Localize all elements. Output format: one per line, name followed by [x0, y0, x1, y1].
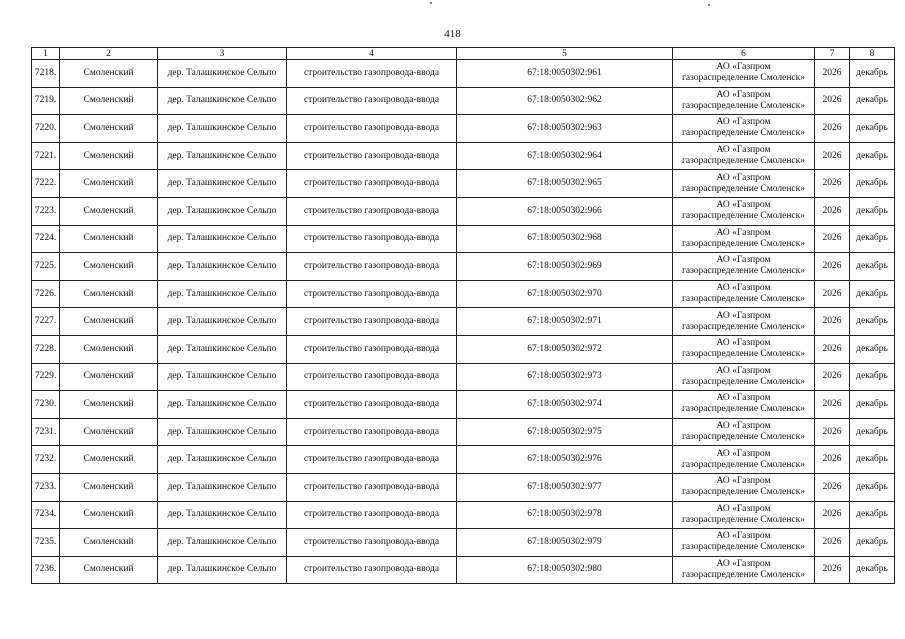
- row-number: 7234.: [32, 501, 60, 529]
- register-table: [31, 47, 895, 584]
- header-cell-3: 3: [158, 48, 287, 60]
- year-cell: 2026: [815, 253, 850, 281]
- month-cell: декабрь: [850, 363, 895, 391]
- row-number: 7223.: [32, 197, 60, 225]
- row-number: 7236.: [32, 556, 60, 584]
- month-cell: декабрь: [850, 197, 895, 225]
- owner-line-2: газораспределение Смоленск»: [681, 321, 806, 332]
- owner-cell: [673, 391, 815, 419]
- header-cell-2: 2: [60, 48, 158, 60]
- owner-line-1: АО «Газпром: [716, 531, 771, 542]
- scan-speck: [430, 2, 432, 4]
- header-cell-8: 8: [850, 48, 895, 60]
- row-number: 7228.: [32, 335, 60, 363]
- year-cell: 2026: [815, 556, 850, 584]
- row-number: 7227.: [32, 308, 60, 336]
- cadastral-number-cell: 67:18:0050302:972: [457, 335, 673, 363]
- district-cell: Смоленский: [60, 60, 158, 88]
- header-row: [32, 48, 895, 60]
- owner-cell: [673, 225, 815, 253]
- year-cell: 2026: [815, 308, 850, 336]
- row-number: 7235.: [32, 529, 60, 557]
- year-cell: 2026: [815, 142, 850, 170]
- month-cell: декабрь: [850, 501, 895, 529]
- purpose-cell: строительство газопровода-ввода: [287, 225, 457, 253]
- owner-cell: [673, 280, 815, 308]
- table-row: [32, 170, 895, 198]
- year-cell: 2026: [815, 335, 850, 363]
- table-body: [32, 60, 895, 584]
- year-cell: 2026: [815, 170, 850, 198]
- month-cell: декабрь: [850, 529, 895, 557]
- purpose-cell: строительство газопровода-ввода: [287, 556, 457, 584]
- owner-line-2: газораспределение Смоленск»: [681, 238, 806, 249]
- owner-cell: [673, 418, 815, 446]
- row-number: 7222.: [32, 170, 60, 198]
- year-cell: 2026: [815, 391, 850, 419]
- settlement-cell: дер. Талашкинское Сельпо: [158, 501, 287, 529]
- owner-cell: [673, 115, 815, 143]
- cadastral-number-cell: 67:18:0050302:978: [457, 501, 673, 529]
- year-cell: 2026: [815, 473, 850, 501]
- cadastral-number-cell: 67:18:0050302:980: [457, 556, 673, 584]
- owner-cell: [673, 142, 815, 170]
- purpose-cell: строительство газопровода-ввода: [287, 501, 457, 529]
- district-cell: Смоленский: [60, 253, 158, 281]
- month-cell: декабрь: [850, 418, 895, 446]
- year-cell: 2026: [815, 363, 850, 391]
- page-number: 418: [444, 28, 461, 40]
- owner-line-2: газораспределение Смоленск»: [681, 514, 806, 525]
- table-row: [32, 473, 895, 501]
- owner-line-1: АО «Газпром: [716, 310, 771, 321]
- owner-cell: [673, 501, 815, 529]
- table-row: [32, 115, 895, 143]
- owner-cell: [673, 308, 815, 336]
- owner-cell: [673, 363, 815, 391]
- owner-line-2: газораспределение Смоленск»: [681, 100, 806, 111]
- table-row: [32, 335, 895, 363]
- district-cell: Смоленский: [60, 170, 158, 198]
- purpose-cell: строительство газопровода-ввода: [287, 142, 457, 170]
- row-number: 7221.: [32, 142, 60, 170]
- table-row: [32, 197, 895, 225]
- settlement-cell: дер. Талашкинское Сельпо: [158, 87, 287, 115]
- district-cell: Смоленский: [60, 115, 158, 143]
- purpose-cell: строительство газопровода-ввода: [287, 335, 457, 363]
- owner-line-2: газораспределение Смоленск»: [681, 432, 806, 443]
- cadastral-number-cell: 67:18:0050302:979: [457, 529, 673, 557]
- owner-line-2: газораспределение Смоленск»: [681, 183, 806, 194]
- district-cell: Смоленский: [60, 363, 158, 391]
- row-number: 7231.: [32, 418, 60, 446]
- cadastral-number-cell: 67:18:0050302:964: [457, 142, 673, 170]
- table-row: [32, 529, 895, 557]
- owner-line-1: АО «Газпром: [716, 227, 771, 238]
- owner-cell: [673, 170, 815, 198]
- settlement-cell: дер. Талашкинское Сельпо: [158, 473, 287, 501]
- cadastral-number-cell: 67:18:0050302:961: [457, 60, 673, 88]
- year-cell: 2026: [815, 197, 850, 225]
- district-cell: Смоленский: [60, 391, 158, 419]
- header-cell-6: 6: [673, 48, 815, 60]
- cadastral-number-cell: 67:18:0050302:973: [457, 363, 673, 391]
- settlement-cell: дер. Талашкинское Сельпо: [158, 308, 287, 336]
- cadastral-number-cell: 67:18:0050302:969: [457, 253, 673, 281]
- owner-line-1: АО «Газпром: [716, 448, 771, 459]
- owner-line-2: газораспределение Смоленск»: [681, 128, 806, 139]
- purpose-cell: строительство газопровода-ввода: [287, 87, 457, 115]
- header-cell-7: 7: [815, 48, 850, 60]
- year-cell: 2026: [815, 446, 850, 474]
- owner-line-1: АО «Газпром: [716, 172, 771, 183]
- purpose-cell: строительство газопровода-ввода: [287, 280, 457, 308]
- owner-line-2: газораспределение Смоленск»: [681, 211, 806, 222]
- table-row: [32, 142, 895, 170]
- owner-line-2: газораспределение Смоленск»: [681, 73, 806, 84]
- owner-line-2: газораспределение Смоленск»: [681, 376, 806, 387]
- district-cell: Смоленский: [60, 418, 158, 446]
- row-number: 7224.: [32, 225, 60, 253]
- year-cell: 2026: [815, 501, 850, 529]
- owner-line-2: газораспределение Смоленск»: [681, 404, 806, 415]
- table-row: [32, 446, 895, 474]
- table-row: [32, 225, 895, 253]
- month-cell: декабрь: [850, 115, 895, 143]
- owner-line-2: газораспределение Смоленск»: [681, 349, 806, 360]
- table-row: [32, 501, 895, 529]
- settlement-cell: дер. Талашкинское Сельпо: [158, 253, 287, 281]
- settlement-cell: дер. Талашкинское Сельпо: [158, 197, 287, 225]
- settlement-cell: дер. Талашкинское Сельпо: [158, 225, 287, 253]
- settlement-cell: дер. Талашкинское Сельпо: [158, 60, 287, 88]
- owner-line-2: газораспределение Смоленск»: [681, 156, 806, 167]
- table-row: [32, 280, 895, 308]
- owner-line-2: газораспределение Смоленск»: [681, 542, 806, 553]
- settlement-cell: дер. Талашкинское Сельпо: [158, 556, 287, 584]
- row-number: 7218.: [32, 60, 60, 88]
- table-row: [32, 253, 895, 281]
- purpose-cell: строительство газопровода-ввода: [287, 446, 457, 474]
- purpose-cell: строительство газопровода-ввода: [287, 363, 457, 391]
- cadastral-number-cell: 67:18:0050302:968: [457, 225, 673, 253]
- settlement-cell: дер. Талашкинское Сельпо: [158, 418, 287, 446]
- settlement-cell: дер. Талашкинское Сельпо: [158, 170, 287, 198]
- cadastral-number-cell: 67:18:0050302:971: [457, 308, 673, 336]
- owner-cell: [673, 60, 815, 88]
- row-number: 7230.: [32, 391, 60, 419]
- table-row: [32, 363, 895, 391]
- settlement-cell: дер. Талашкинское Сельпо: [158, 280, 287, 308]
- purpose-cell: строительство газопровода-ввода: [287, 529, 457, 557]
- owner-cell: [673, 446, 815, 474]
- month-cell: декабрь: [850, 142, 895, 170]
- district-cell: Смоленский: [60, 225, 158, 253]
- owner-line-1: АО «Газпром: [716, 62, 771, 73]
- owner-line-1: АО «Газпром: [716, 393, 771, 404]
- month-cell: декабрь: [850, 280, 895, 308]
- month-cell: декабрь: [850, 60, 895, 88]
- row-number: 7225.: [32, 253, 60, 281]
- cadastral-number-cell: 67:18:0050302:966: [457, 197, 673, 225]
- table-row: [32, 556, 895, 584]
- owner-cell: [673, 87, 815, 115]
- district-cell: Смоленский: [60, 473, 158, 501]
- settlement-cell: дер. Талашкинское Сельпо: [158, 115, 287, 143]
- month-cell: декабрь: [850, 308, 895, 336]
- month-cell: декабрь: [850, 391, 895, 419]
- row-number: 7220.: [32, 115, 60, 143]
- district-cell: Смоленский: [60, 501, 158, 529]
- owner-cell: [673, 335, 815, 363]
- year-cell: 2026: [815, 87, 850, 115]
- owner-line-1: АО «Газпром: [716, 338, 771, 349]
- owner-line-1: АО «Газпром: [716, 200, 771, 211]
- owner-line-1: АО «Газпром: [716, 476, 771, 487]
- settlement-cell: дер. Талашкинское Сельпо: [158, 363, 287, 391]
- table-row: [32, 391, 895, 419]
- owner-line-2: газораспределение Смоленск»: [681, 459, 806, 470]
- owner-line-1: АО «Газпром: [716, 255, 771, 266]
- month-cell: декабрь: [850, 473, 895, 501]
- header-cell-4: 4: [287, 48, 457, 60]
- year-cell: 2026: [815, 60, 850, 88]
- row-number: 7219.: [32, 87, 60, 115]
- district-cell: Смоленский: [60, 280, 158, 308]
- year-cell: 2026: [815, 115, 850, 143]
- district-cell: Смоленский: [60, 446, 158, 474]
- owner-cell: [673, 473, 815, 501]
- table-row: [32, 418, 895, 446]
- district-cell: Смоленский: [60, 335, 158, 363]
- settlement-cell: дер. Талашкинское Сельпо: [158, 142, 287, 170]
- owner-line-2: газораспределение Смоленск»: [681, 266, 806, 277]
- row-number: 7233.: [32, 473, 60, 501]
- cadastral-number-cell: 67:18:0050302:970: [457, 280, 673, 308]
- district-cell: Смоленский: [60, 197, 158, 225]
- settlement-cell: дер. Талашкинское Сельпо: [158, 391, 287, 419]
- cadastral-number-cell: 67:18:0050302:975: [457, 418, 673, 446]
- purpose-cell: строительство газопровода-ввода: [287, 170, 457, 198]
- cadastral-number-cell: 67:18:0050302:976: [457, 446, 673, 474]
- owner-line-2: газораспределение Смоленск»: [681, 569, 806, 580]
- settlement-cell: дер. Талашкинское Сельпо: [158, 529, 287, 557]
- district-cell: Смоленский: [60, 142, 158, 170]
- purpose-cell: строительство газопровода-ввода: [287, 197, 457, 225]
- purpose-cell: строительство газопровода-ввода: [287, 473, 457, 501]
- year-cell: 2026: [815, 529, 850, 557]
- month-cell: декабрь: [850, 253, 895, 281]
- table-row: [32, 60, 895, 88]
- purpose-cell: строительство газопровода-ввода: [287, 308, 457, 336]
- settlement-cell: дер. Талашкинское Сельпо: [158, 446, 287, 474]
- owner-line-2: газораспределение Смоленск»: [681, 294, 806, 305]
- year-cell: 2026: [815, 225, 850, 253]
- month-cell: декабрь: [850, 446, 895, 474]
- cadastral-number-cell: 67:18:0050302:962: [457, 87, 673, 115]
- owner-cell: [673, 556, 815, 584]
- district-cell: Смоленский: [60, 556, 158, 584]
- month-cell: декабрь: [850, 225, 895, 253]
- owner-line-2: газораспределение Смоленск»: [681, 487, 806, 498]
- owner-cell: [673, 529, 815, 557]
- header-cell-5: 5: [457, 48, 673, 60]
- month-cell: декабрь: [850, 170, 895, 198]
- cadastral-number-cell: 67:18:0050302:963: [457, 115, 673, 143]
- owner-line-1: АО «Газпром: [716, 89, 771, 100]
- year-cell: 2026: [815, 280, 850, 308]
- purpose-cell: строительство газопровода-ввода: [287, 115, 457, 143]
- header-cell-1: 1: [32, 48, 60, 60]
- owner-cell: [673, 197, 815, 225]
- owner-line-1: АО «Газпром: [716, 145, 771, 156]
- row-number: 7232.: [32, 446, 60, 474]
- table-row: [32, 87, 895, 115]
- owner-line-1: АО «Газпром: [716, 558, 771, 569]
- purpose-cell: строительство газопровода-ввода: [287, 391, 457, 419]
- owner-line-1: АО «Газпром: [716, 503, 771, 514]
- owner-line-1: АО «Газпром: [716, 283, 771, 294]
- district-cell: Смоленский: [60, 308, 158, 336]
- settlement-cell: дер. Талашкинское Сельпо: [158, 335, 287, 363]
- purpose-cell: строительство газопровода-ввода: [287, 253, 457, 281]
- owner-line-1: АО «Газпром: [716, 117, 771, 128]
- owner-line-1: АО «Газпром: [716, 421, 771, 432]
- owner-line-1: АО «Газпром: [716, 365, 771, 376]
- table-header: [32, 48, 895, 60]
- district-cell: Смоленский: [60, 87, 158, 115]
- scan-speck: [708, 4, 710, 6]
- month-cell: декабрь: [850, 87, 895, 115]
- row-number: 7229.: [32, 363, 60, 391]
- cadastral-number-cell: 67:18:0050302:965: [457, 170, 673, 198]
- district-cell: Смоленский: [60, 529, 158, 557]
- month-cell: декабрь: [850, 556, 895, 584]
- cadastral-number-cell: 67:18:0050302:977: [457, 473, 673, 501]
- owner-cell: [673, 253, 815, 281]
- purpose-cell: строительство газопровода-ввода: [287, 418, 457, 446]
- month-cell: декабрь: [850, 335, 895, 363]
- purpose-cell: строительство газопровода-ввода: [287, 60, 457, 88]
- year-cell: 2026: [815, 418, 850, 446]
- row-number: 7226.: [32, 280, 60, 308]
- table-row: [32, 308, 895, 336]
- cadastral-number-cell: 67:18:0050302:974: [457, 391, 673, 419]
